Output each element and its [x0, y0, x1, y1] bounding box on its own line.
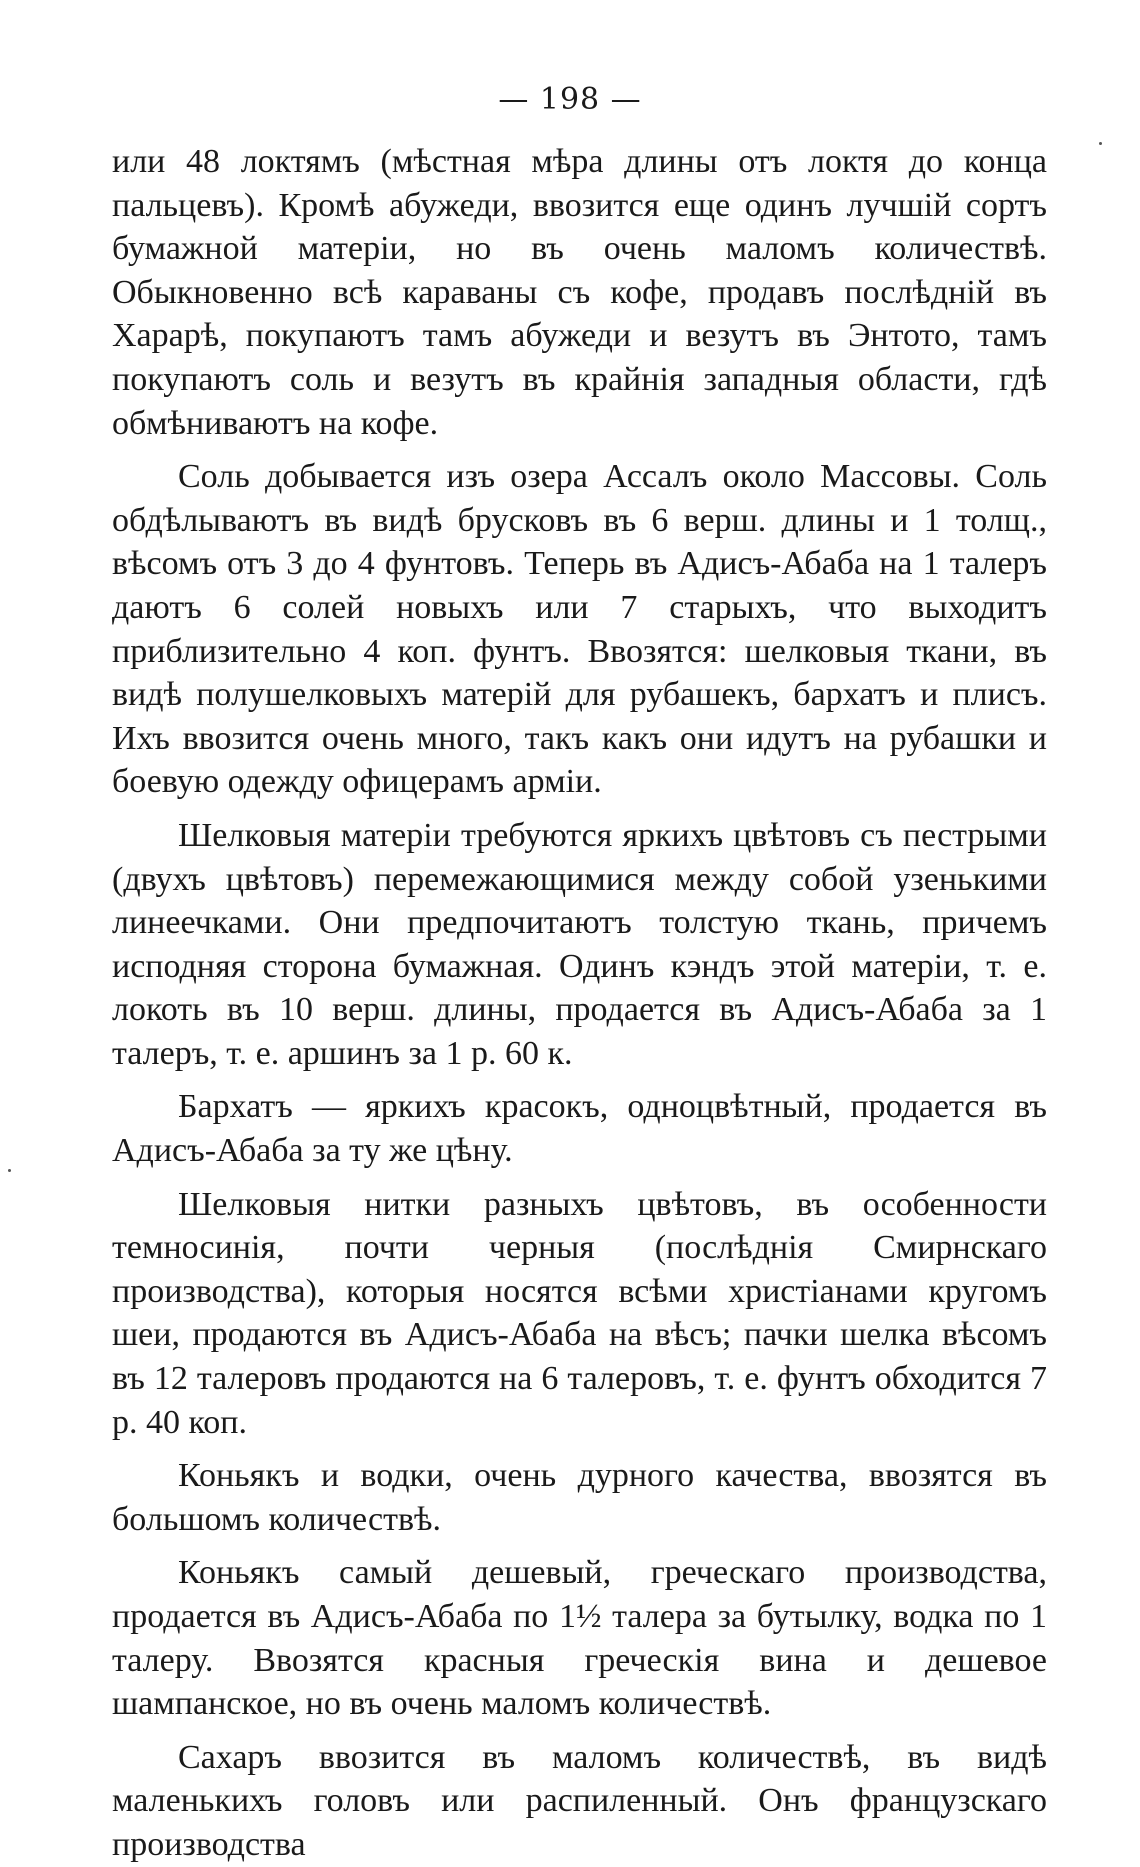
paragraph-continued: или 48 локтямъ (мѣстная мѣра длины отъ локтя до конца пальцевъ). Кромѣ абужеди, ввозится еще одинъ лучшій сортъ бумажной матеріи, но въ очень маломъ количествѣ. Обыкновенно всѣ караваны съ кофе, продавъ послѣдній въ Харарѣ, покупаютъ тамъ абужеди и везутъ въ Энтото, тамъ покупаютъ соль и везутъ въ крайнія западныя области, гдѣ обмѣниваютъ на кофе.	[112, 143, 1047, 442]
paragraph-silk-fabrics: Шелковыя матеріи требуются яркихъ цвѣтовъ съ пестрыми (двухъ цвѣтовъ) перемежающимися между собой узенькими линеечками. Они предпочитаютъ толстую ткань, причемъ исподняя сторона бумажная. Одинъ кэндъ этой матеріи, т. е. локоть въ 10 верш. длины, продается въ Адисъ-Абаба за 1 талеръ, т. е. аршинъ за 1 р. 60 к.	[112, 816, 1047, 1072]
paragraph-velvet: Бархатъ — яркихъ красокъ, одноцвѣтный, продается въ Адисъ-Абаба за ту же цѣну.	[112, 1088, 1047, 1170]
paragraph-sugar: Сахаръ ввозится въ маломъ количествѣ, въ видѣ маленькихъ головъ или распиленный. Онъ французскаго производства	[112, 1738, 1047, 1863]
body-text	[112, 140, 1047, 1867]
paragraph-cognac-vodka: Коньякъ и водки, очень дурного качества, ввозятся въ большомъ количествѣ.	[112, 1457, 1047, 1538]
paragraph-silk-threads: Шелковыя нитки разныхъ цвѣтовъ, въ особенности темносинія, почти черныя (послѣднія Смирнскаго производства), которыя носятся всѣми христіанами кругомъ шеи, продаются въ Адисъ-Абаба на вѣсъ; пачки шелка вѣсомъ въ 12 талеровъ продаются на 6 талеровъ, т. е. фунтъ обходится 7 р. 40 коп.	[112, 1185, 1047, 1441]
print-speck	[8, 1169, 11, 1172]
page-number: — 198 —	[498, 82, 642, 117]
print-speck	[1099, 142, 1102, 145]
paragraph-salt: Соль добывается изъ озера Ассалъ около Массовы. Соль обдѣлываютъ въ видѣ брусковъ въ 6 верш. длины и 1 толщ., вѣсомъ отъ 3 до 4 фунтовъ. Теперь въ Адисъ-Абаба на 1 талеръ даютъ 6 солей новыхъ или 7 старыхъ, что выходитъ приблизительно 4 коп. фунтъ. Ввозятся: шелковыя ткани, въ видѣ полушелковыхъ матерій для рубашекъ, бархатъ и плисъ. Ихъ ввозится очень много, такъ какъ они идутъ на рубашки и боевую одежду офицерамъ арміи.	[112, 458, 1047, 801]
paragraph-cheap-cognac: Коньякъ самый дешевый, греческаго производства, продается въ Адисъ-Абаба по 1½ талера за бутылку, водка по 1 талеру. Ввозятся красныя греческія вина и дешевое шампанское, но въ очень маломъ количествѣ.	[112, 1554, 1047, 1723]
